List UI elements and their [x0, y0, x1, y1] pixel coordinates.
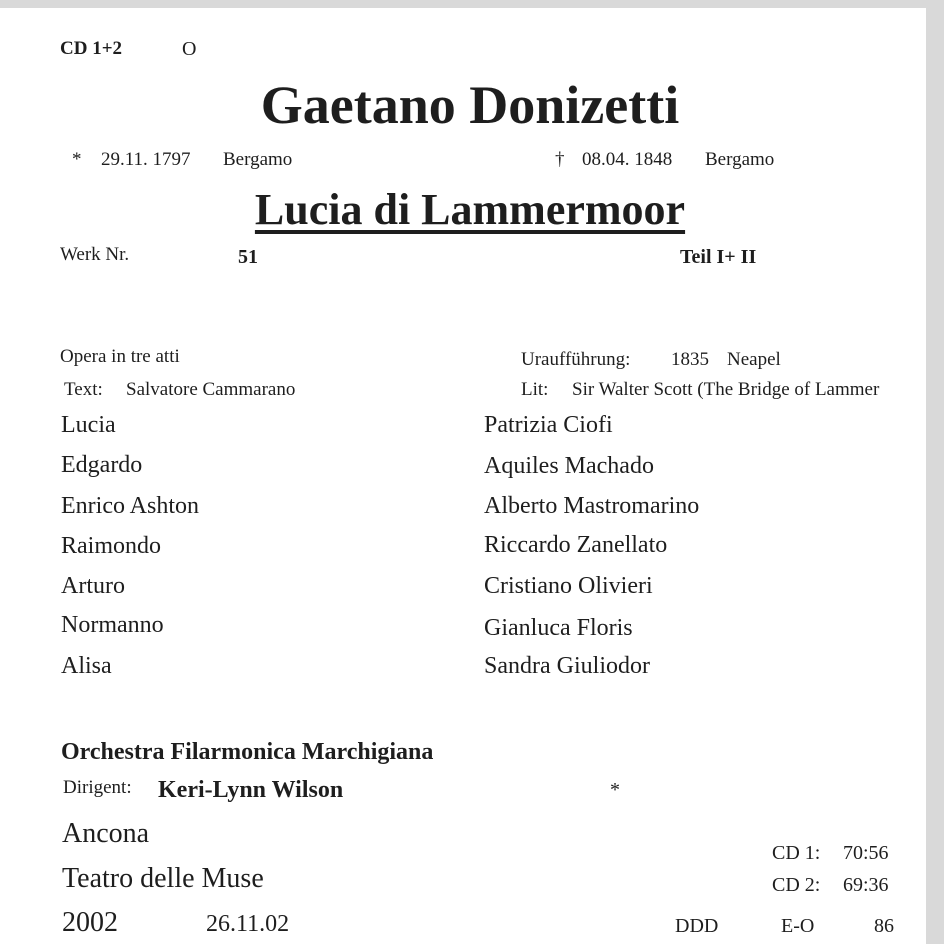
disc-duration: 70:56 — [843, 842, 889, 864]
cast-singer: Sandra Giuliodor — [484, 653, 650, 679]
disc-label: CD 1: — [772, 842, 821, 864]
literature-source: Sir Walter Scott (The Bridge of Lammer — [572, 379, 880, 400]
cast-role: Edgardo — [61, 452, 143, 478]
cd-label: CD 1+2 — [60, 38, 123, 59]
recording-date: 26.11.02 — [206, 911, 290, 937]
cast-singer: Patrizia Ciofi — [484, 412, 613, 438]
cast-singer: Riccardo Zanellato — [484, 532, 668, 558]
recording-format: DDD — [675, 915, 719, 937]
cast-singer: Alberto Mastromarino — [484, 493, 700, 519]
birth-place: Bergamo — [223, 149, 293, 170]
opera-genre: Opera in tre atti — [60, 346, 180, 367]
cast-role: Enrico Ashton — [61, 493, 199, 519]
cast-role: Raimondo — [61, 533, 161, 559]
asterisk-mark: * — [610, 779, 620, 801]
catalog-number: 86 — [874, 915, 894, 937]
work-part: Teil I+ II — [680, 246, 757, 268]
cast-role: Alisa — [61, 653, 112, 679]
mark-label: O — [182, 38, 197, 60]
birth-date: 29.11. 1797 — [101, 149, 191, 170]
recording-city: Ancona — [62, 818, 150, 849]
death-place: Bergamo — [705, 149, 775, 170]
cast-singer: Cristiano Olivieri — [484, 573, 653, 599]
conductor-name: Keri-Lynn Wilson — [158, 777, 344, 803]
premiere-year: 1835 — [671, 349, 709, 370]
recording-venue: Teatro delle Muse — [62, 863, 264, 894]
disc-duration: 69:36 — [843, 874, 889, 896]
birth-symbol: * — [72, 149, 82, 170]
death-date: 08.04. 1848 — [582, 149, 673, 170]
cast-role: Normanno — [61, 612, 164, 638]
premiere-label: Uraufführung: — [521, 349, 631, 370]
cd-booklet-page — [0, 8, 926, 944]
text-label: Text: — [64, 379, 103, 400]
cast-singer: Gianluca Floris — [484, 615, 633, 641]
cast-singer: Aquiles Machado — [484, 453, 654, 479]
premiere-place: Neapel — [727, 349, 781, 370]
text-author: Salvatore Cammarano — [126, 379, 296, 400]
death-symbol: † — [555, 149, 565, 170]
composer-name: Gaetano Donizetti — [260, 75, 680, 135]
cast-role: Lucia — [61, 412, 116, 438]
orchestra-name: Orchestra Filarmonica Marchigiana — [61, 739, 434, 765]
opera-title: Lucia di Lammermoor — [254, 185, 686, 234]
recording-year: 2002 — [62, 907, 118, 938]
cast-role: Arturo — [61, 573, 125, 599]
literature-label: Lit: — [521, 379, 549, 400]
disc-label: CD 2: — [772, 874, 821, 896]
conductor-label: Dirigent: — [63, 777, 132, 798]
work-number: 51 — [238, 246, 258, 268]
work-number-label: Werk Nr. — [60, 244, 130, 265]
catalog-code: E-O — [781, 915, 815, 937]
